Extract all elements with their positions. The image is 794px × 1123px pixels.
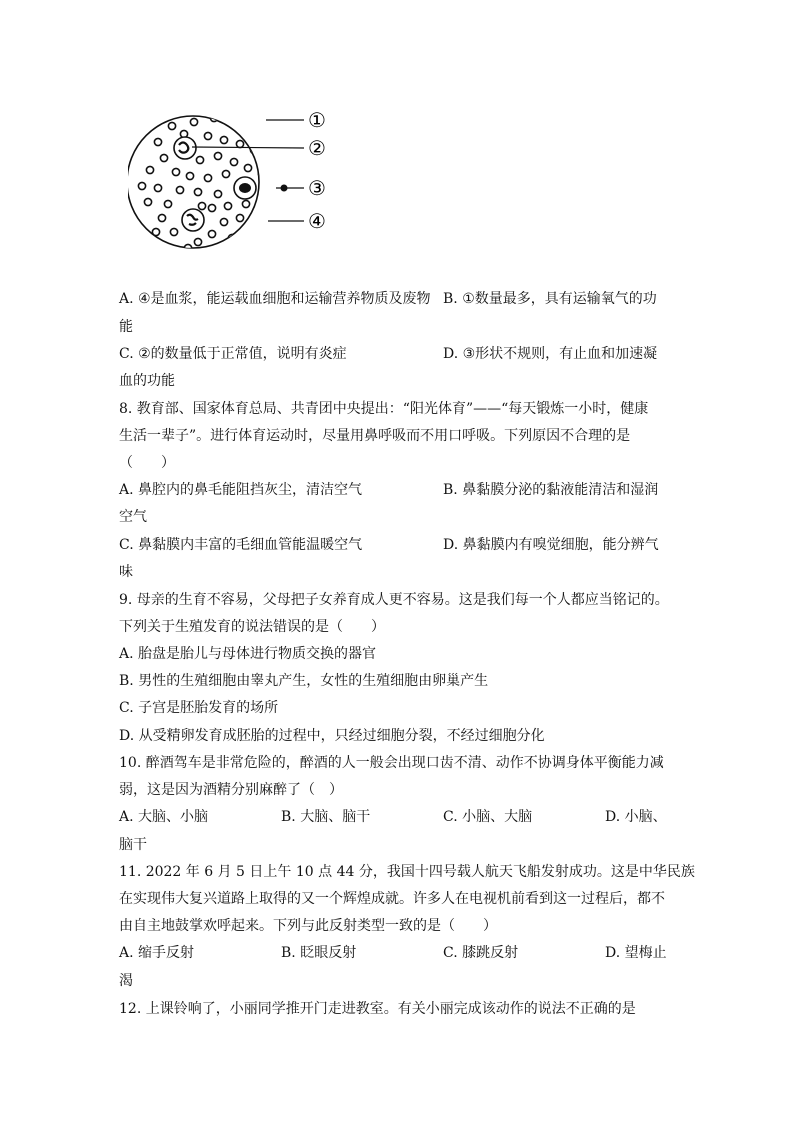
- q9-option-a: A. 胎盘是胎儿与母体进行物质交换的器官: [119, 646, 377, 662]
- platelet-marker: [281, 185, 288, 192]
- red-blood-cell: [264, 156, 271, 163]
- q8-option-b-continued: 空气: [119, 509, 147, 525]
- red-blood-cell: [220, 136, 227, 143]
- q11-stem-line-2: 在实现伟大复兴道路上取得的又一个辉煌成就。许多人在电视机前看到这一过程后，都不: [119, 891, 665, 907]
- figure-label-3: ③: [308, 176, 326, 200]
- q8-option-b: B. 鼻黏膜分泌的黏液能清洁和湿润: [443, 482, 659, 498]
- red-blood-cell: [220, 218, 227, 225]
- red-blood-cell: [236, 140, 243, 147]
- q8-option-c: C. 鼻黏膜内丰富的毛细血管能温暖空气: [119, 537, 363, 553]
- q10-stem-line-2: 弱，这是因为酒精分别麻醉了（ ）: [119, 782, 343, 798]
- q9-stem-line-1: 9. 母亲的生育不容易，父母把子女养育成人更不容易。这是我们每一个人都应当铭记的。: [119, 592, 669, 608]
- red-blood-cell: [164, 200, 171, 207]
- q8-stem-line-2: 生活一辈子”。进行体育运动时，尽量用鼻呼吸而不用口呼吸。下列原因不合理的是: [119, 428, 631, 444]
- q8-stem-line-3: （ ）: [119, 455, 175, 471]
- red-blood-cell: [240, 236, 247, 243]
- white-blood-cell-top: [174, 137, 196, 159]
- red-blood-cell: [194, 188, 201, 195]
- red-blood-cell: [160, 154, 167, 161]
- q9-stem-line-2: 下列关于生殖发育的说法错误的是（ ）: [119, 619, 385, 635]
- red-blood-cell: [190, 118, 197, 125]
- red-blood-cell: [208, 204, 215, 211]
- q12-stem-line-1: 12. 上课铃响了，小丽同学推开门走进教室。有关小丽完成该动作的说法不正确的是: [119, 1001, 636, 1017]
- figure-label-1: ①: [308, 108, 326, 132]
- q11-option-d: D. 望梅止: [605, 945, 667, 961]
- q8-stem-line-1: 8. 教育部、国家体育总局、共青团中央提出：“阳光体育”——“每天锻炼一小时，健康: [119, 401, 649, 417]
- red-blood-cell: [186, 172, 193, 179]
- red-blood-cell: [152, 228, 159, 235]
- q8-option-d: D. 鼻黏膜内有嗅觉细胞，能分辨气: [443, 537, 659, 553]
- red-blood-cell: [194, 238, 201, 245]
- q10-option-d-continued: 脑干: [119, 837, 147, 853]
- red-blood-cell: [158, 214, 165, 221]
- q7-option-b-continued: 能: [119, 319, 133, 335]
- red-blood-cell: [208, 230, 215, 237]
- white-blood-cell-center: [234, 177, 256, 199]
- q7-option-d-continued: 血的功能: [119, 373, 175, 389]
- q7-option-b: B. ①数量最多，具有运输氧气的功: [443, 291, 657, 307]
- red-blood-cell: [260, 190, 267, 197]
- q10-stem-line-1: 10. 醉酒驾车是非常危险的，醉酒的人一般会出现口齿不清、动作不协调身体平衡能力减: [119, 755, 664, 771]
- q10-option-b: B. 大脑、脑干: [281, 809, 371, 825]
- red-blood-cell: [204, 132, 211, 139]
- q8-option-a: A. 鼻腔内的鼻毛能阻挡灰尘，清洁空气: [119, 482, 363, 498]
- q11-stem-line-3: 由自主地鼓掌欢呼起来。下列与此反射类型一致的是（ ）: [119, 918, 497, 934]
- blood-smear-figure: [128, 98, 360, 274]
- red-blood-cell: [214, 246, 221, 253]
- red-blood-cell: [168, 122, 175, 129]
- q9-option-b: B. 男性的生殖细胞由睾丸产生，女性的生殖细胞由卵巢产生: [119, 673, 489, 689]
- q11-stem-line-1: 11. 2022 年 6 月 5 日上午 10 点 44 分，我国十四号载人航天飞船发射成功。这是中华民族: [119, 864, 695, 880]
- red-blood-cell: [254, 206, 261, 213]
- q8-option-d-continued: 味: [119, 564, 133, 580]
- q11-option-a: A. 缩手反射: [119, 945, 195, 961]
- red-blood-cell: [172, 168, 179, 175]
- red-blood-cell: [236, 214, 243, 221]
- red-blood-cell: [242, 200, 249, 207]
- red-blood-cell: [244, 164, 251, 171]
- red-blood-cell: [144, 198, 151, 205]
- red-blood-cell: [222, 170, 229, 177]
- q11-option-b: B. 眨眼反射: [281, 945, 357, 961]
- q7-option-d: D. ③形状不规则，有止血和加速凝: [443, 346, 658, 362]
- red-blood-cell: [224, 202, 231, 209]
- red-blood-cell: [214, 152, 221, 159]
- figure-label-4: ④: [308, 209, 326, 233]
- red-blood-cell: [198, 202, 205, 209]
- q11-option-c: C. 膝跳反射: [443, 945, 519, 961]
- red-blood-cell: [146, 166, 153, 173]
- red-blood-cell: [176, 186, 183, 193]
- red-blood-cell: [246, 126, 253, 133]
- red-blood-cell: [154, 184, 161, 191]
- q9-option-c: C. 子宫是胚胎发育的场所: [119, 700, 279, 716]
- q10-option-c: C. 小脑、大脑: [443, 809, 533, 825]
- white-blood-cell-lower: [182, 209, 204, 231]
- q10-option-a: A. 大脑、小脑: [119, 809, 209, 825]
- q7-option-a: A. ④是血浆，能运载血细胞和运输营养物质及废物: [119, 291, 431, 307]
- red-blood-cell: [214, 190, 221, 197]
- red-blood-cell: [204, 174, 211, 181]
- red-blood-cell: [154, 138, 161, 145]
- q9-option-d: D. 从受精卵发育成胚胎的过程中，只经过细胞分裂，不经过细胞分化: [119, 728, 545, 744]
- red-blood-cell: [170, 228, 177, 235]
- blood-cells-diagram: [128, 98, 360, 274]
- red-blood-cell: [230, 158, 237, 165]
- red-blood-cell: [248, 222, 255, 229]
- q11-option-d-continued: 渴: [119, 973, 133, 989]
- figure-label-2: ②: [308, 136, 326, 160]
- q10-option-d: D. 小脑、: [605, 809, 667, 825]
- q7-option-c: C. ②的数量低于正常值，说明有炎症: [119, 346, 347, 362]
- red-blood-cell: [196, 156, 203, 163]
- red-blood-cell: [138, 182, 145, 189]
